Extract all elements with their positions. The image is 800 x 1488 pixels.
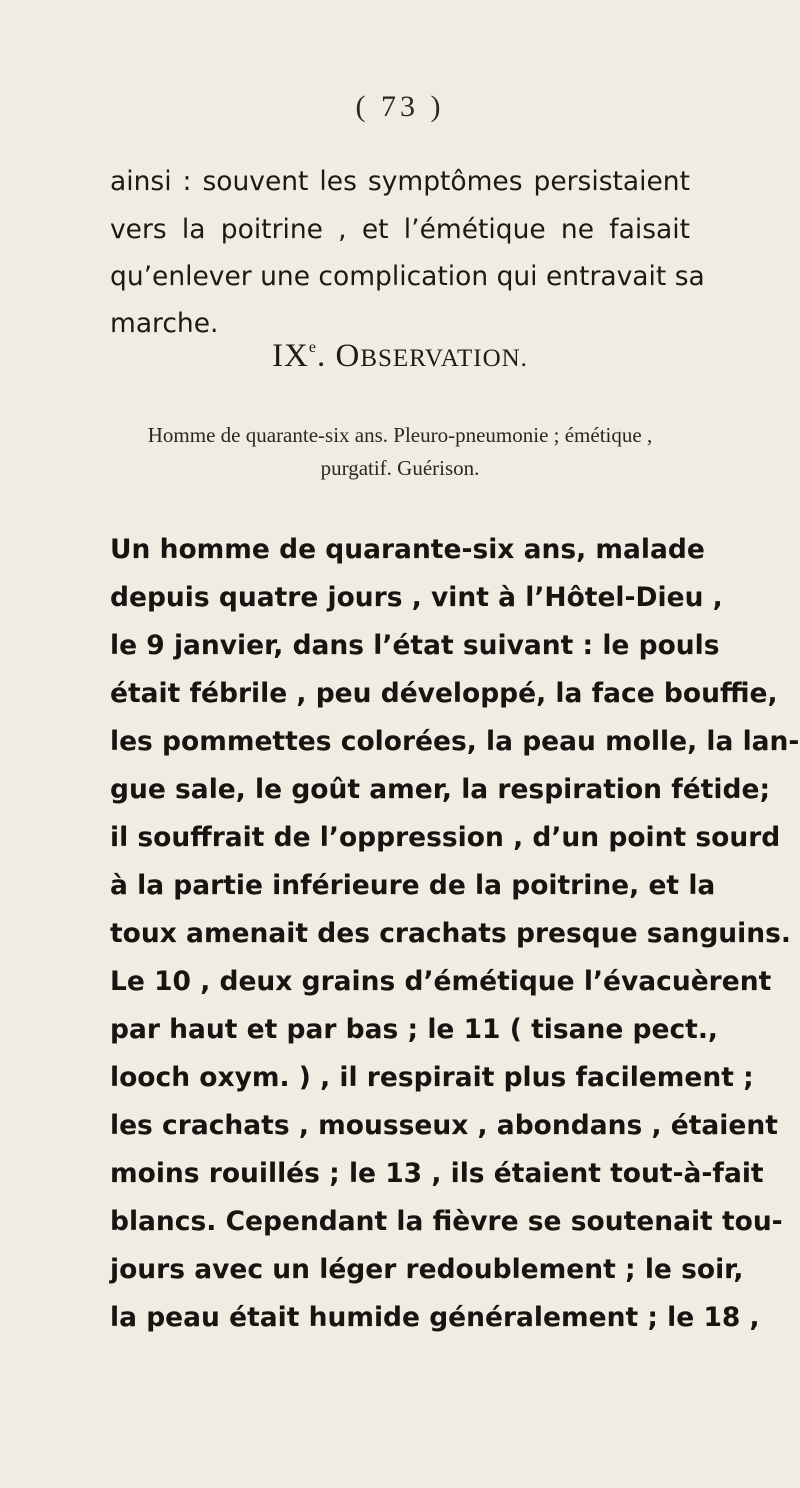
summary-line: Homme de quarante-six ans. Pleuro-pneumonie ; émétique , bbox=[147, 423, 653, 447]
observation-heading bbox=[0, 338, 800, 375]
observation-title-initial: O bbox=[335, 338, 361, 374]
body-line: était fébrile , peu développé, la face bouffie, bbox=[110, 678, 778, 709]
body-line: moins rouillés ; le 13 , ils étaient tout-à-fait bbox=[110, 1158, 764, 1189]
body-line: blancs. Cependant la fièvre se soutenait tou- bbox=[110, 1206, 783, 1237]
body-line: toux amenait des crachats presque sanguins. bbox=[110, 918, 791, 949]
body-line: le 9 janvier, dans l’état suivant : le pouls bbox=[110, 630, 720, 661]
body-line: les pommettes colorées, la peau molle, la lan- bbox=[110, 726, 800, 757]
body-line: par haut et par bas ; le 11 ( tisane pect., bbox=[110, 1014, 718, 1045]
summary-line: purgatif. Guérison. bbox=[320, 456, 480, 480]
body-line: Le 10 , deux grains d’émétique l’évacuèrent bbox=[110, 966, 772, 997]
page-number: ( 73 ) bbox=[355, 90, 445, 123]
intro-line: qu’enlever une complication qui entravait sa bbox=[110, 261, 705, 292]
body-line: il souffrait de l’oppression , d’un point sourd bbox=[110, 822, 781, 853]
observation-title-rest: BSERVATION. bbox=[360, 345, 528, 372]
intro-line: marche. bbox=[110, 308, 219, 339]
intro-line: vers la poitrine , et l’émétique ne faisait bbox=[110, 214, 690, 245]
observation-superscript: e bbox=[308, 339, 317, 356]
body-line: Un homme de quarante-six ans, malade bbox=[110, 534, 705, 565]
body-line: la peau était humide généralement ; le 18 , bbox=[110, 1302, 760, 1333]
body-line: jours avec un léger redoublement ; le soir, bbox=[110, 1254, 744, 1285]
body-line: looch oxym. ) , il respirait plus facilement ; bbox=[110, 1062, 754, 1093]
body-line: depuis quatre jours , vint à l’Hôtel-Dieu , bbox=[110, 582, 723, 613]
intro-line: ainsi : souvent les symptômes persistaient bbox=[110, 166, 690, 197]
observation-numeral: IX bbox=[272, 338, 309, 374]
observation-separator: . bbox=[317, 338, 336, 374]
body-line: gue sale, le goût amer, la respiration fétide; bbox=[110, 774, 771, 805]
body-line: les crachats , mousseux , abondans , étaient bbox=[110, 1110, 778, 1141]
body-line: à la partie inférieure de la poitrine, et la bbox=[110, 870, 716, 901]
